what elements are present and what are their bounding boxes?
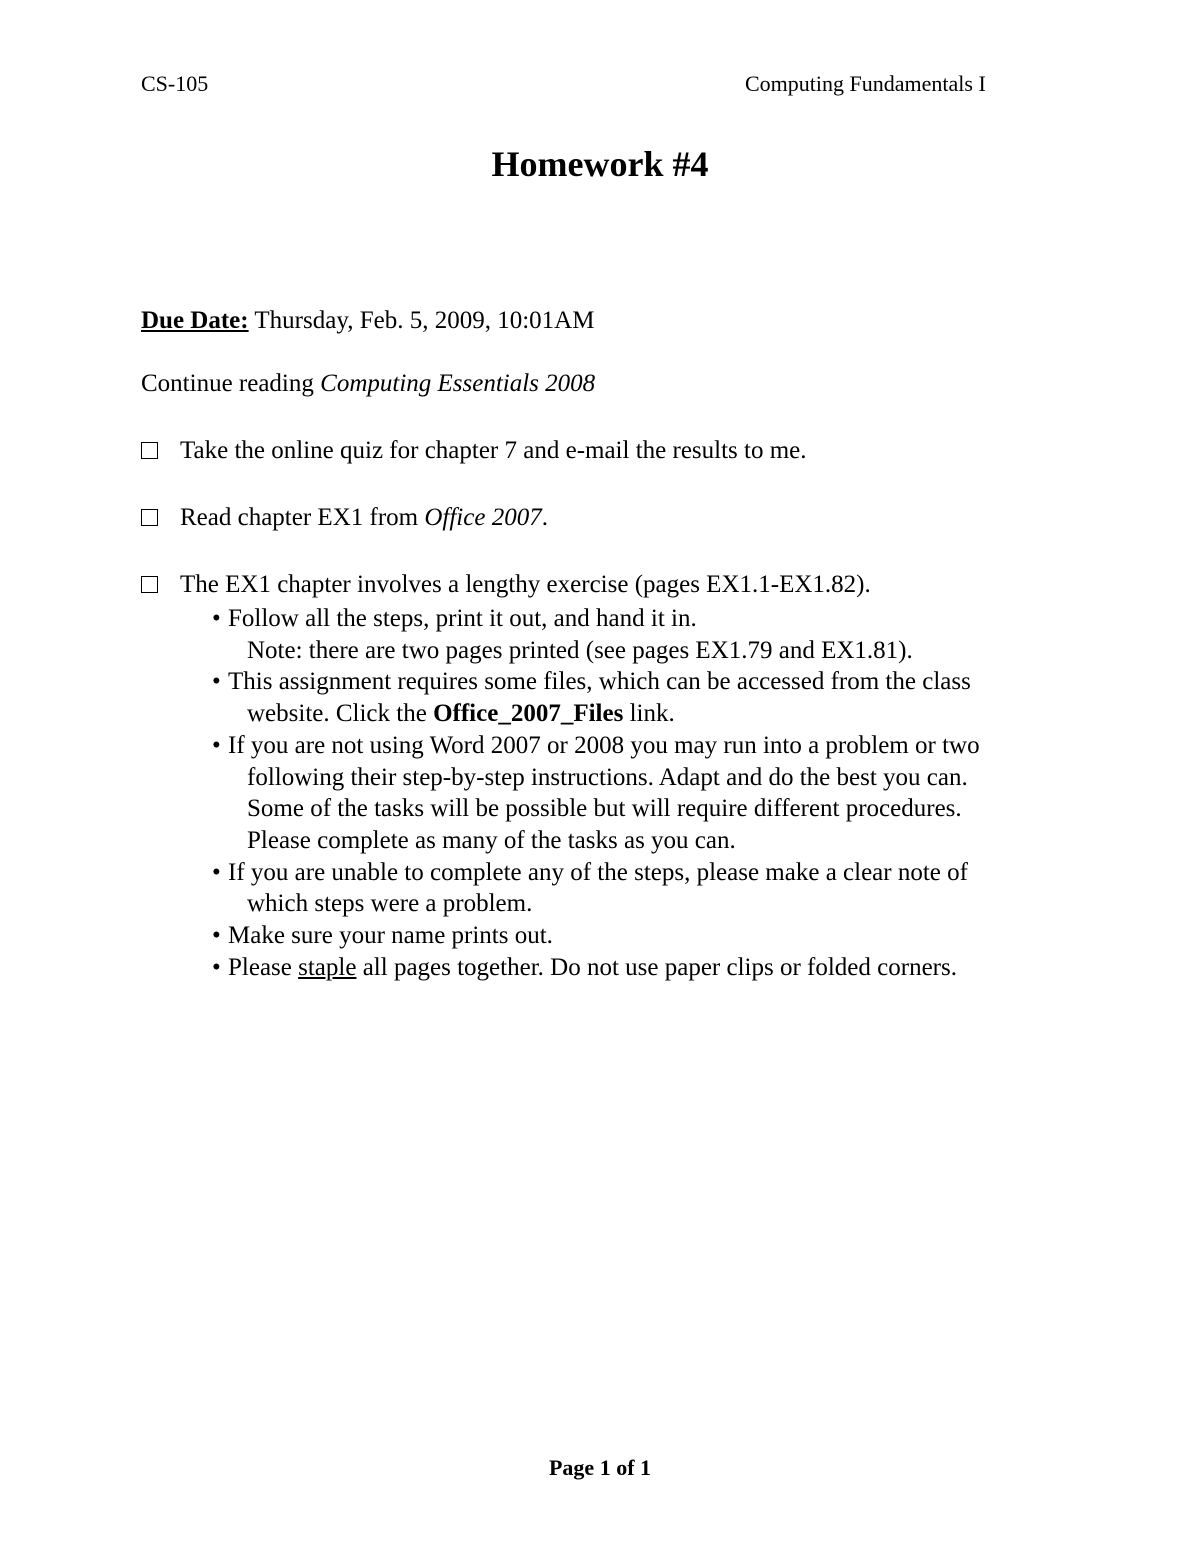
reading-prefix: Continue reading — [141, 370, 321, 397]
bullet-text: Some of the tasks will be possible but will require different procedures. — [247, 795, 962, 823]
reading-book: Computing Essentials 2008 — [320, 370, 596, 397]
task-text: The EX1 chapter involves a lengthy exercise (pages EX1.1-EX1.82). — [180, 571, 871, 598]
bullet-text-part: website. Click the — [247, 700, 434, 728]
reading-line — [141, 368, 595, 400]
due-date-label: Due Date: — [141, 307, 249, 334]
staple-word: staple — [298, 953, 357, 981]
bullet-text-part: link. — [623, 700, 675, 728]
task-text: Read chapter EX1 from — [180, 504, 425, 531]
bullet-text: If you are unable to complete any of the steps, please make a clear note of — [228, 858, 968, 886]
bullet-icon: • — [212, 605, 221, 632]
checkbox-icon — [141, 509, 158, 526]
bullet-item — [212, 952, 980, 984]
bullet-icon: • — [212, 953, 221, 981]
exercise-bullet-list — [212, 603, 980, 983]
bullet-item — [212, 666, 980, 698]
course-code: CS-105 — [141, 71, 209, 96]
bullet-text-part: Please — [228, 953, 299, 981]
bullet-icon: • — [212, 858, 221, 886]
bullet-icon: • — [212, 668, 221, 696]
bullet-text: Make sure your name prints out. — [228, 922, 553, 950]
bullet-text: This assignment requires some files, which can be accessed from the class — [228, 668, 971, 696]
bullet-text — [212, 698, 980, 730]
task-item-read-chapter — [141, 502, 548, 534]
bullet-text: following their step-by-step instructions. Adapt and do the best you can. — [247, 763, 968, 791]
task-text-end: . — [541, 504, 548, 531]
bullet-item — [212, 730, 980, 762]
due-date-line — [141, 305, 594, 337]
bullet-text: which steps were a problem. — [247, 890, 533, 918]
task-item-exercise — [141, 569, 871, 601]
bullet-item — [212, 920, 980, 952]
course-name: Computing Fundamentals I — [745, 71, 986, 96]
due-date-value: Thursday, Feb. 5, 2009, 10:01AM — [248, 307, 595, 334]
bullet-text: Please complete as many of the tasks as you can. — [247, 826, 736, 854]
task-item-quiz — [141, 435, 807, 467]
task-text: Take the online quiz for chapter 7 and e-mail the results to me. — [180, 437, 807, 464]
checkbox-icon — [141, 442, 158, 459]
page-title: Homework #4 — [491, 144, 709, 184]
bullet-icon: • — [212, 922, 221, 950]
bullet-icon: • — [212, 731, 221, 759]
bullet-text-part: all pages together. Do not use paper clips or folded corners. — [356, 953, 957, 981]
bullet-item — [212, 603, 980, 635]
bullet-text: Follow all the steps, print it out, and hand it in. — [228, 605, 697, 632]
bullet-text: Note: there are two pages printed (see pages EX1.79 and EX1.81). — [247, 636, 913, 664]
checkbox-icon — [141, 576, 158, 593]
bullet-item — [212, 857, 980, 889]
page-number: Page 1 of 1 — [548, 1455, 652, 1480]
files-link-name: Office_2007_Files — [433, 700, 624, 728]
task-book: Office 2007 — [424, 504, 542, 531]
bullet-text: If you are not using Word 2007 or 2008 you may run into a problem or two — [228, 731, 980, 759]
